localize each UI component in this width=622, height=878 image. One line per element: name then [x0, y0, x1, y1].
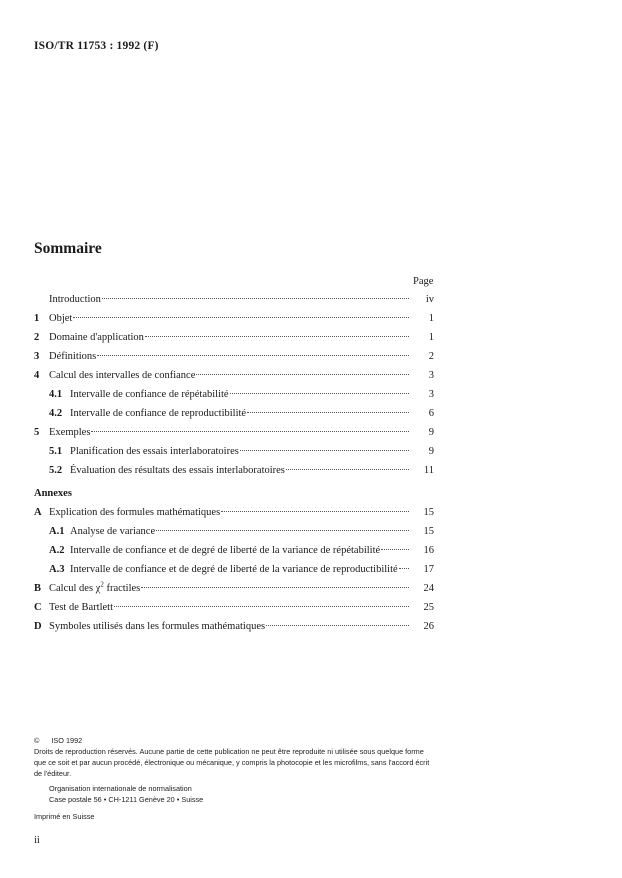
toc-entry-number: 5 [34, 427, 40, 438]
toc-entry-number: 2 [34, 332, 40, 343]
toc-entry [34, 347, 434, 366]
toc-entry [34, 404, 434, 423]
toc-entry-label-suffix: fractiles [103, 583, 141, 594]
toc-entry-page: 1 [428, 332, 434, 343]
copyright-footer [34, 735, 436, 822]
toc-entry [34, 442, 434, 461]
toc-entry [34, 461, 434, 480]
rights-notice: Droits de reproduction réservés. Aucune partie de cette publication ne peut être reproduite ni utilisée sous quelque forme que ce soit et par aucun procédé, électronique ou mécanique, y compris la photocopie et les microfilms, sans l'accord écrit de l'éditeur. [34, 747, 430, 778]
dot-leader [91, 430, 409, 432]
toc-entry-number: 5.2 [49, 465, 63, 476]
toc-entry-page: 15 [423, 507, 434, 518]
toc-main-list [34, 290, 434, 480]
dot-leader [381, 548, 409, 550]
toc-entry-label: Domaine d'application [49, 332, 144, 343]
organization-name: Organisation internationale de normalisation [49, 784, 192, 793]
copyright-line [34, 735, 436, 746]
toc-entry-number: D [34, 621, 42, 632]
page-column-label: Page [413, 276, 434, 287]
toc-entry-page: 16 [423, 545, 434, 556]
toc-entry-page: 26 [423, 621, 434, 632]
toc-entry-page: 6 [428, 408, 434, 419]
toc-entry [34, 522, 434, 541]
toc-entry [34, 423, 434, 442]
toc-entry [34, 560, 434, 579]
toc-entry [34, 328, 434, 347]
toc-entry-page: 15 [423, 526, 434, 537]
document-header: ISO/TR 11753 : 1992 (F) [34, 40, 159, 52]
toc-entry-number: B [34, 583, 42, 594]
toc-entry [34, 385, 434, 404]
toc-entry-page: 9 [428, 446, 434, 457]
dot-leader [73, 316, 409, 318]
copyright-year: ISO 1992 [51, 736, 83, 745]
toc-entry-page: 17 [423, 564, 434, 575]
dot-leader [286, 468, 409, 470]
toc-entry-label: Introduction [49, 294, 101, 305]
toc-entry-page: 11 [423, 465, 434, 476]
toc-entry-label: Évaluation des résultats des essais interlaboratoires [70, 465, 285, 476]
toc-entry-page: 1 [428, 313, 434, 324]
toc-entry-number: 5.1 [49, 446, 63, 457]
toc-entry-number: 4 [34, 370, 40, 381]
page-title: Sommaire [34, 240, 102, 257]
dot-leader [247, 411, 409, 413]
toc-entry-label: Intervalle de confiance et de degré de liberté de la variance de reproductibilité [70, 564, 398, 575]
toc-entry-label: Symboles utilisés dans les formules mathématiques [49, 621, 266, 632]
toc-entry-label: Objet [49, 313, 73, 324]
toc-entry-label: Intervalle de confiance et de degré de liberté de la variance de répétabilité [70, 545, 381, 556]
copyright-symbol: © [34, 736, 40, 745]
dot-leader [196, 373, 409, 375]
toc-entry-label-superscript: 2 [100, 580, 104, 589]
dot-leader [399, 567, 409, 569]
toc-entry-label: Intervalle de confiance de reproductibilité [70, 408, 247, 419]
toc-entry [34, 503, 434, 522]
dot-leader [114, 605, 409, 607]
organization-block [49, 783, 436, 805]
toc-entry [34, 309, 434, 328]
toc-entry-page: iv [425, 294, 434, 305]
toc-entry [34, 617, 434, 636]
toc-entry-label: Planification des essais interlaboratoires [70, 446, 239, 457]
toc-entry-number: A [34, 507, 42, 518]
dot-leader [156, 529, 409, 531]
annexes-heading: Annexes [34, 488, 72, 499]
toc-entry-page: 24 [423, 583, 434, 594]
toc-entry-label: Intervalle de confiance de répétabilité [70, 389, 229, 400]
dot-leader [97, 354, 409, 356]
toc-entry-number: 4.1 [49, 389, 63, 400]
organization-address: Case postale 56 • CH-1211 Genève 20 • Suisse [49, 795, 204, 804]
toc-entry-page: 3 [428, 389, 434, 400]
toc-entry-page: 3 [428, 370, 434, 381]
toc-entry-number: 3 [34, 351, 40, 362]
toc-entry-page: 2 [428, 351, 434, 362]
toc-entry-number: 4.2 [49, 408, 63, 419]
toc-entry [34, 598, 434, 617]
toc-entry-page: 9 [428, 427, 434, 438]
dot-leader [221, 510, 409, 512]
toc-entry-number: 1 [34, 313, 40, 324]
toc-entry [34, 290, 434, 309]
printed-in: Imprimé en Suisse [34, 812, 95, 821]
toc-entry-label: Explication des formules mathématiques [49, 507, 221, 518]
toc-entry-label: Calcul des intervalles de confiance [49, 370, 196, 381]
dot-leader [141, 586, 409, 588]
toc-entry-page: 25 [423, 602, 434, 613]
dot-leader [145, 335, 409, 337]
toc-entry-label: Analyse de variance [70, 526, 156, 537]
toc-entry-number: A.3 [49, 564, 65, 575]
toc-entry [34, 541, 434, 560]
page-number: ii [34, 835, 40, 846]
toc-entry-label-prefix: Calcul des χ [49, 583, 101, 594]
table-of-contents [34, 290, 434, 636]
toc-entry [34, 366, 434, 385]
toc-annex-list [34, 503, 434, 636]
toc-entry-number: C [34, 602, 42, 613]
toc-entry-number: A.2 [49, 545, 65, 556]
toc-entry-label: Test de Bartlett [49, 602, 113, 613]
toc-entry-number: A.1 [49, 526, 65, 537]
toc-entry-label [49, 579, 140, 598]
dot-leader [266, 624, 409, 626]
dot-leader [102, 297, 409, 299]
toc-entry-label: Définitions [49, 351, 97, 362]
dot-leader [240, 449, 409, 451]
toc-entry-label: Exemples [49, 427, 91, 438]
dot-leader [230, 392, 409, 394]
toc-entry [34, 579, 434, 598]
